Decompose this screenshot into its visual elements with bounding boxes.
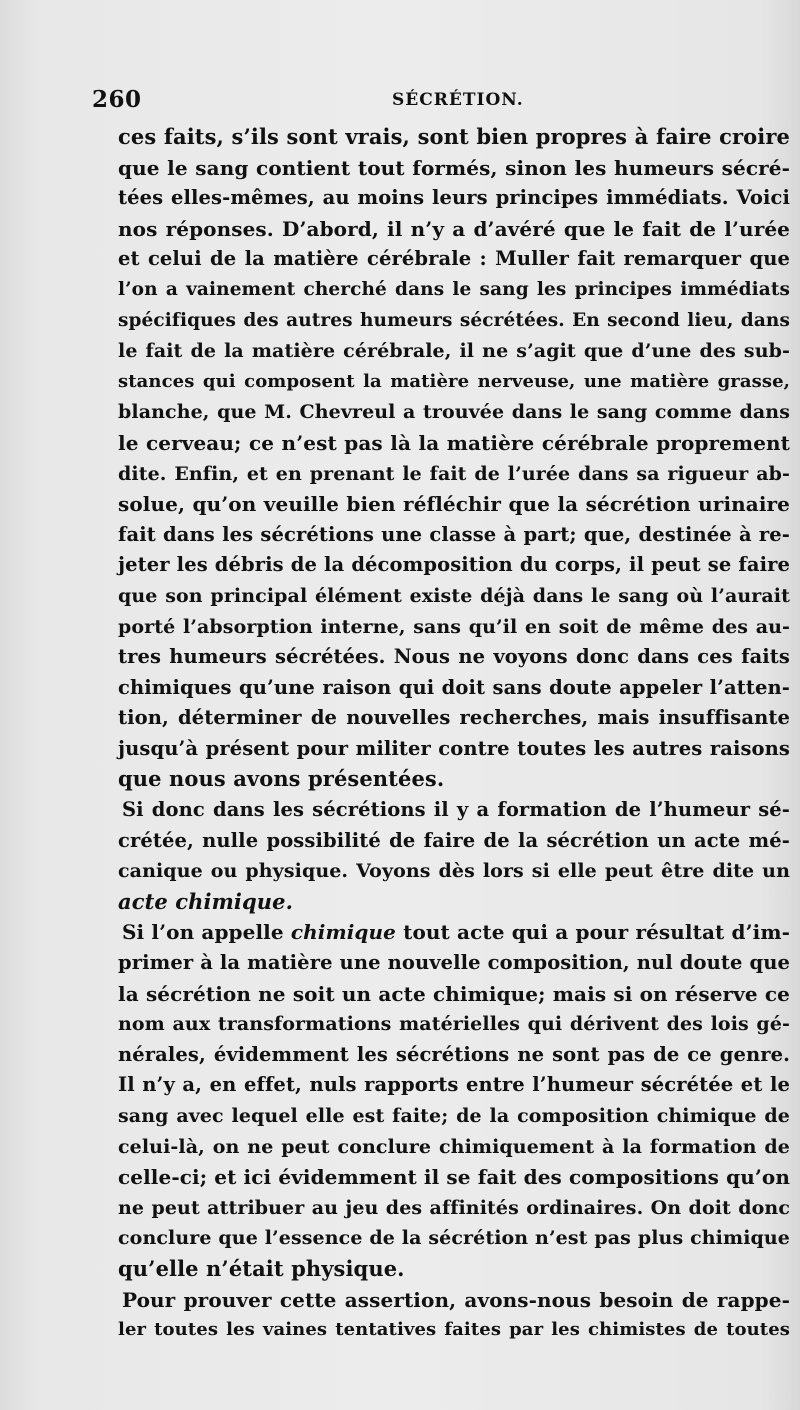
text-line: canique ou physique. Voyons dès lors si elle peut être dite un (118, 860, 790, 883)
text-line: sang avec lequel elle est faite; de la composition chimique de (118, 1105, 790, 1127)
text-line: nom aux transformations matérielles qui dérivent des lois gé- (118, 1013, 790, 1036)
italic-word: chimique (290, 920, 396, 945)
text-line: primer à la matière une nouvelle composition, nul doute que (118, 951, 790, 975)
text-line: tion, déterminer de nouvelles recherches, mais insuffisante (118, 706, 790, 730)
text-line: ne peut attribuer au jeu des affinités ordinaires. On doit donc (118, 1196, 790, 1219)
text-line (118, 917, 790, 948)
text-line: le cerveau; ce n’est pas là la matière cérébrale proprement (118, 430, 790, 455)
text-line: celui-là, on ne peut conclure chimiquement à la formation de (118, 1135, 790, 1158)
text-line: crétée, nulle possibilité de faire de la sécrétion un acte mé- (118, 828, 790, 852)
text-line: conclure que l’essence de la sécrétion n’est pas plus chimique (118, 1227, 790, 1250)
text-line: Pour prouver cette assertion, avons-nous besoin de rappe- (122, 1287, 790, 1312)
text-line: que son principal élément existe déjà dans le sang où l’aurait (118, 584, 790, 607)
text-line: solue, qu’on veuille bien réfléchir que la sécrétion urinaire (118, 492, 790, 517)
text-line: que nous avons présentées. (118, 766, 445, 792)
page-header (92, 86, 792, 118)
text-line: tées elles-mêmes, au moins leurs principes immédiats. Voici (118, 186, 790, 210)
text-run: tout acte qui a pour résultat d’im- (395, 920, 790, 945)
text-line: porté l’absorption interne, sans qu’il en soit de même des au- (118, 615, 790, 638)
text-line: dite. Enfin, et en prenant le fait de l’urée dans sa rigueur ab- (118, 462, 790, 485)
text-line: jeter les débris de la décomposition du corps, il peut se faire (118, 553, 790, 577)
body-text (118, 122, 790, 1346)
page-number: 260 (92, 86, 142, 113)
running-head: SÉCRÉTION. (392, 90, 524, 110)
text-line: ces faits, s’ils sont vrais, sont bien propres à faire croire (118, 124, 790, 149)
text-line: qu’elle n’était physique. (118, 1255, 405, 1281)
text-line: ler toutes les vaines tentatives faites par les chimistes de toutes (118, 1319, 790, 1341)
text-line: stances qui composent la matière nerveuse, une matière grasse, (118, 370, 790, 392)
text-line: chimiques qu’une raison qui doit sans doute appeler l’atten- (118, 675, 790, 699)
text-line: le fait de la matière cérébrale, il ne s’agit que d’une des sub- (118, 340, 790, 363)
text-line: l’on a vainement cherché dans le sang les principes immédiats (118, 278, 790, 300)
italic-phrase: acte chimique. (118, 888, 294, 914)
text-line: fait dans les sécrétions une classe à part; que, destinée à re- (118, 522, 790, 546)
text-line: tres humeurs sécrétées. Nous ne voyons donc dans ces faits (118, 645, 790, 669)
text-line-italic (118, 887, 790, 918)
text-line: nos réponses. D’abord, il n’y a d’avéré que le fait de l’urée (118, 216, 790, 241)
text-line: celle-ci; et ici évidemment il se fait des compositions qu’on (118, 1165, 790, 1190)
text-run: Si l’on appelle (122, 920, 291, 945)
text-line: et celui de la matière cérébrale : Muller fait remarquer que (118, 247, 790, 271)
text-line: jusqu’à présent pour militer contre toutes les autres raisons (118, 736, 790, 760)
text-line: nérales, évidemment les sécrétions ne sont pas de ce genre. (118, 1042, 790, 1066)
text-line: spécifiques des autres humeurs sécrétées. En second lieu, dans (118, 309, 790, 331)
text-line: que le sang contient tout formés, sinon les humeurs sécré- (118, 155, 790, 180)
text-line: Si donc dans les sécrétions il y a formation de l’humeur sé- (122, 798, 790, 822)
text-line: Il n’y a, en effet, nuls rapports entre l’humeur sécrétée et le (118, 1073, 790, 1097)
text-line: blanche, que M. Chevreul a trouvée dans le sang comme dans (118, 401, 790, 424)
text-line: la sécrétion ne soit un acte chimique; mais si on réserve ce (118, 981, 790, 1006)
